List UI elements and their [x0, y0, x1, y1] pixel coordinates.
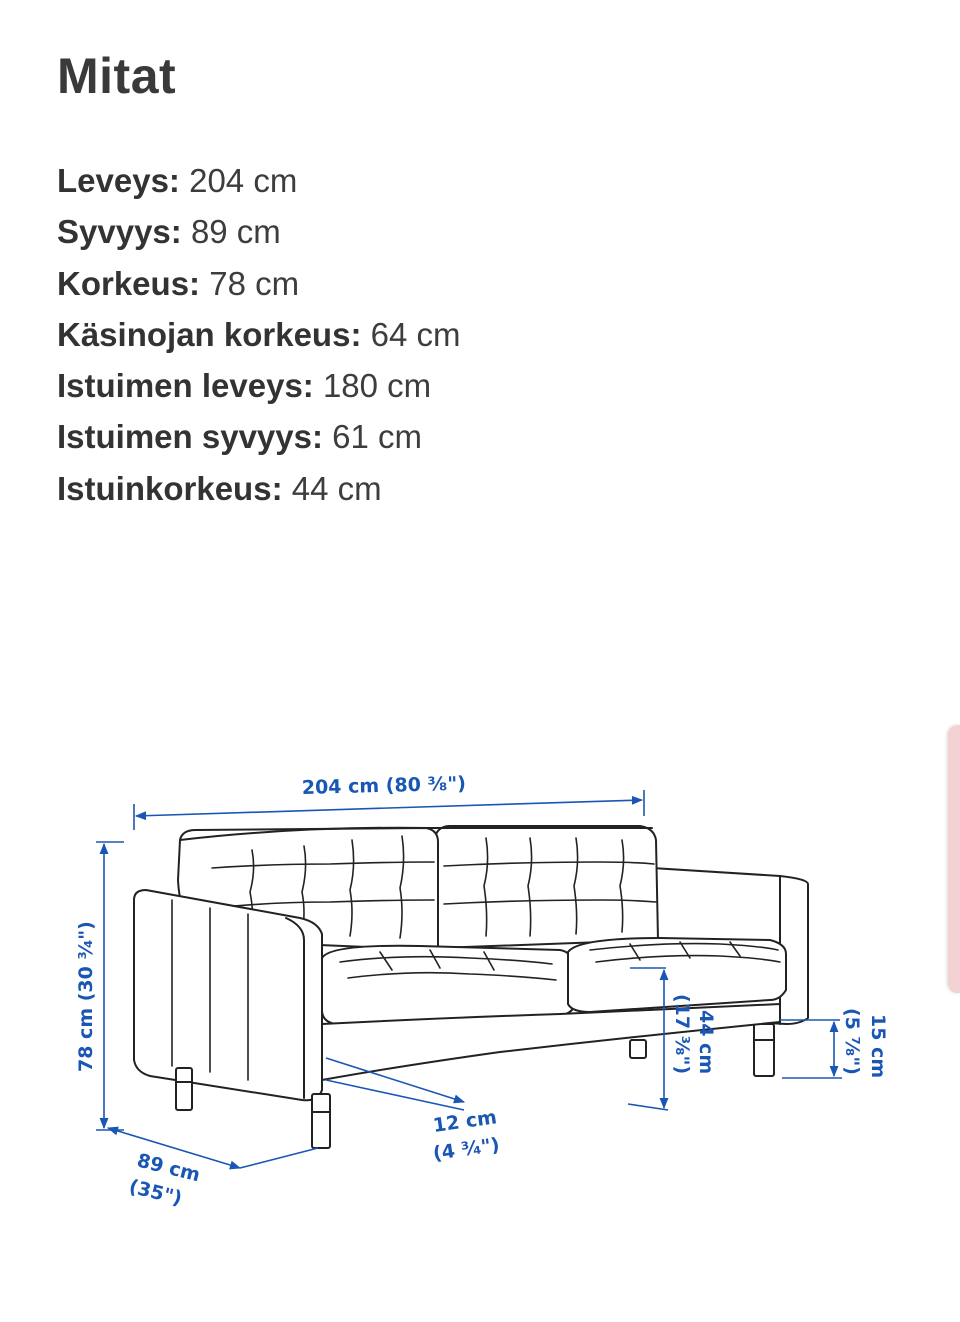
dimension-value: 61 cm [332, 418, 423, 456]
side-drawer-tab[interactable] [948, 725, 960, 993]
dimension-seat-depth [57, 411, 460, 462]
dimension-seat-width [57, 360, 460, 411]
dimension-label: Istuimen leveys: [57, 367, 314, 405]
armrest-dimension-label-imperial: (4 ³⁄₄") [431, 1133, 501, 1165]
dimension-value: 44 cm [291, 469, 382, 507]
sofa-illustration [134, 826, 808, 1148]
leg-height-dimension-label: 15 cm [867, 1014, 889, 1079]
dimension-value: 89 cm [190, 213, 281, 251]
dimension-armrest-height [57, 309, 460, 360]
dimension-label: Istuimen syvyys: [57, 418, 323, 456]
dimension-value: 180 cm [322, 367, 432, 405]
width-dimension-label: 204 cm (80 ³⁄₈") [301, 772, 467, 799]
height-dimension-label: 78 cm (30 ³⁄₄") [75, 921, 97, 1072]
dimension-label: Käsinojan korkeus: [57, 315, 362, 353]
dimension-label: Leveys: [57, 162, 180, 199]
seat-height-dimension-label: 44 cm [695, 1010, 717, 1075]
leg-height-dimension-label-imperial: (5 ⁷⁄₈") [841, 1008, 863, 1075]
sofa-dimension-diagram [0, 700, 960, 1260]
dimension-height [57, 258, 460, 309]
armrest-dimension-label: 12 cm [431, 1106, 499, 1137]
dimension-label: Syvyys: [57, 213, 182, 251]
dimension-width [57, 155, 460, 206]
dimension-label: Istuinkorkeus: [57, 469, 283, 507]
dimension-value: 64 cm [370, 315, 461, 353]
dimension-depth [57, 206, 460, 257]
dimensions-list [57, 155, 460, 514]
page-title: Mitat [57, 48, 177, 104]
depth-dimension-label-imperial: (35") [126, 1175, 185, 1210]
dimension-value: 78 cm [209, 264, 300, 302]
dimension-seat-height [57, 463, 460, 514]
dimension-label: Korkeus: [57, 264, 201, 302]
dimension-value: 204 cm [189, 162, 298, 199]
seat-height-dimension-label-imperial: (17 ³⁄₈") [671, 994, 693, 1075]
depth-dimension-label: 89 cm [134, 1149, 203, 1187]
